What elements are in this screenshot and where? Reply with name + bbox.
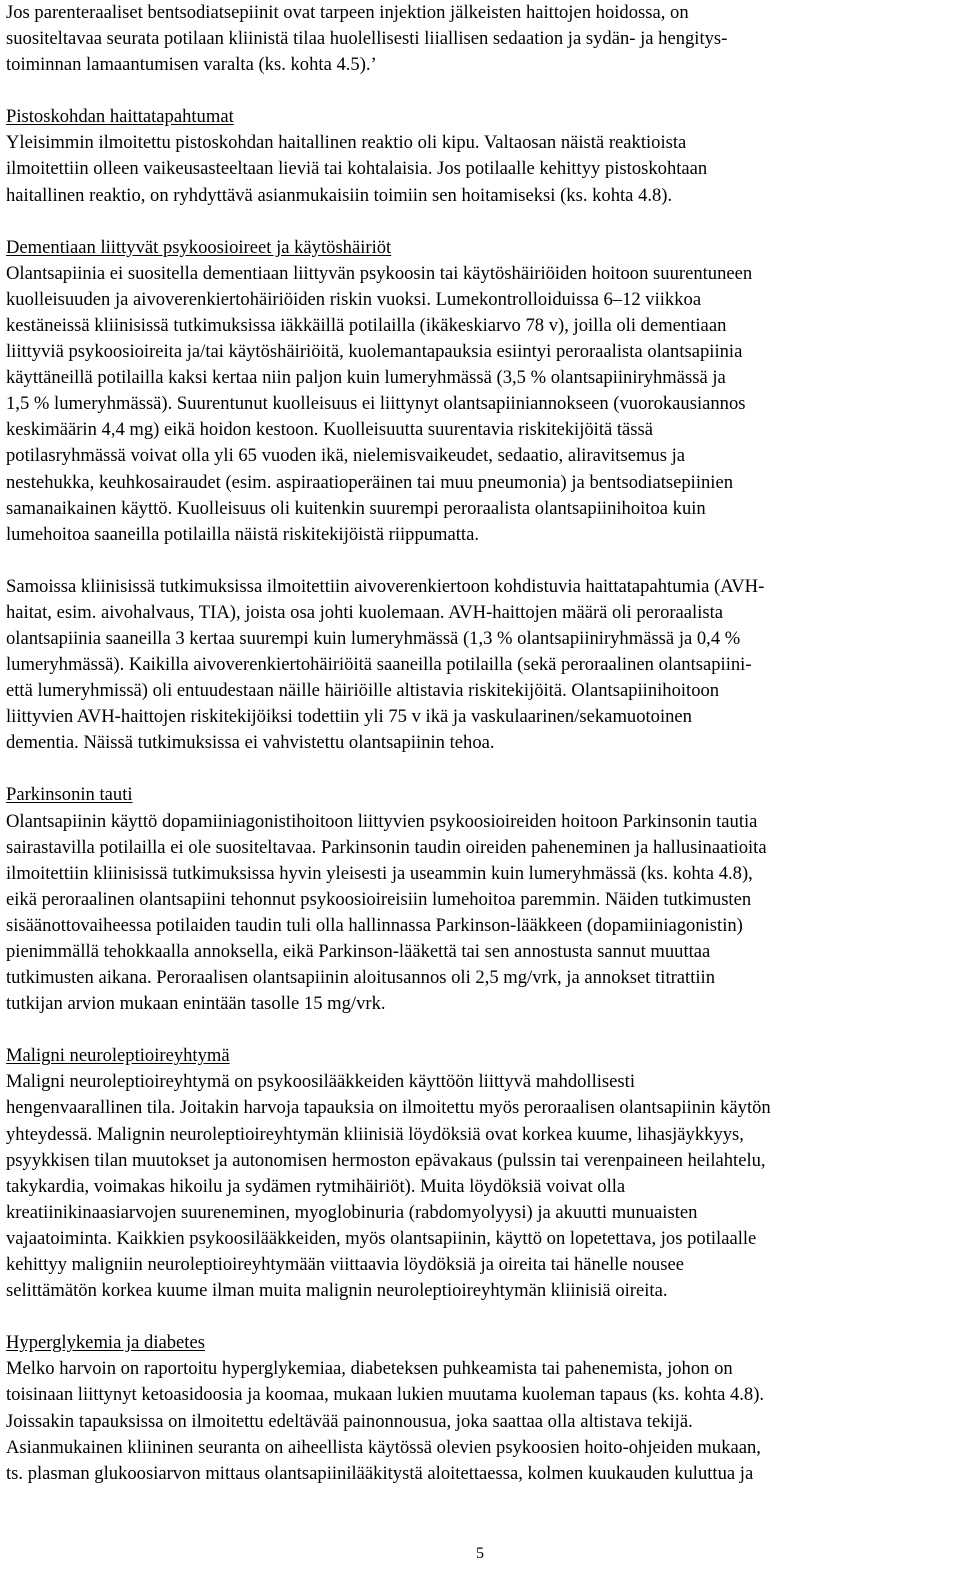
text-line: olantsapiinia saaneilla 3 kertaa suurempi kuin lumeryhmässä (1,3 % olantsapiiniryhmässä ja 0,4 % [6,627,741,649]
text-line: dementia. Näissä tutkimuksissa ei vahvistettu olantsapiinin tehoa. [6,732,495,754]
text-line: yhteydessä. Malignin neuroleptioireyhtymän kliinisiä löydöksiä ovat korkea kuume, lihasjäykkyys, [6,1123,744,1145]
paragraph-gap [6,548,956,574]
text-line: Olantsapiinia ei suositella dementiaan liittyvän psykoosin tai käytöshäiriöiden hoitoon suurentuneen [6,262,753,284]
text-line: kehittyy maligniin neuroleptioireyhtymään viittaavia löydöksiä ja oireita tai hänelle nousee [6,1254,684,1276]
section-heading: Dementiaan liittyvät psykoosioireet ja käytöshäiriöt [6,236,392,258]
text-line: Maligni neuroleptioireyhtymä on psykoosilääkkeiden käyttöön liittyvä mahdollisesti [6,1071,635,1093]
section-body [6,1069,956,1304]
text-line: toiminnan lamaantumisen varalta (ks. kohta 4.5).’ [6,54,377,76]
text-line: lumeryhmässä). Kaikilla aivoverenkiertohäiriöitä saaneilla potilailla (sekä peroraalinen olantsapiini- [6,654,752,676]
body-paragraph [6,574,956,757]
text-line: Melko harvoin on raportoitu hyperglykemiaa, diabeteksen puhkeamista tai pahenemista, johon on [6,1358,733,1380]
text-line: ilmoitettiin kliinisissä tutkimuksissa hyvin yleisesti ja useammin kuin lumeryhmässä (ks. kohta 4.8), [6,862,753,884]
document-page [6,0,956,1487]
section-heading: Maligni neuroleptioireyhtymä [6,1045,230,1067]
text-line: ts. plasman glukoosiarvon mittaus olantsapiinilääkitystä aloitettaessa, kolmen kuukauden kuluttua ja [6,1462,754,1484]
text-line: sairastavilla potilailla ei ole suositeltavaa. Parkinsonin taudin oireiden paheneminen ja hallusinaatioita [6,836,767,858]
text-line: Samoissa kliinisissä tutkimuksissa ilmoitettiin aivoverenkiertoon kohdistuvia haittatapahtumia (AVH- [6,575,765,597]
text-line: haitallinen reaktio, on ryhdyttävä asianmukaisiin toimiin sen hoitamiseksi (ks. kohta 4.8). [6,184,673,206]
text-line: haitat, esim. aivohalvaus, TIA), joista osa johti kuolemaan. AVH-haittojen määrä oli peroraalista [6,601,724,623]
body-paragraph [6,0,956,78]
text-line: toisinaan liittynyt ketoasidoosia ja koomaa, mukaan lukien muutama kuoleman tapaus (ks. kohta 4.8). [6,1384,765,1406]
text-line: Yleisimmin ilmoitettu pistoskohdan haitallinen reaktio oli kipu. Valtaosan näistä reaktioista [6,132,687,154]
text-line: liittyviä psykoosioireita ja/tai käytöshäiriöitä, kuolemantapauksia esiintyi peroraalista olantsapiinia [6,341,743,363]
section-heading: Hyperglykemia ja diabetes [6,1332,205,1354]
text-line: suositeltavaa seurata potilaan kliinistä tilaa huolellisesti liiallisen sedaation ja sydän- ja hengitys- [6,28,728,50]
text-line: kreatiinikinaasiarvojen suureneminen, myoglobinuria (rabdomyolyysi) ja akuutti munuaisten [6,1201,698,1223]
text-line: liittyvien AVH-haittojen riskitekijöiksi todettiin yli 75 v ikä ja vaskulaarinen/sekamuotoinen [6,706,692,728]
text-line: takykardia, voimakas hikoilu ja sydämen rytmihäiriöt). Muita löydöksiä voivat olla [6,1175,626,1197]
text-line: eikä peroraalinen olantsapiini tehonnut psykoosioireisiin lumehoitoa paremmin. Näiden tutkimusten [6,888,752,910]
paragraph-gap [6,1304,956,1330]
paragraph-gap [6,756,956,782]
text-line: potilasryhmässä voivat olla yli 65 vuoden ikä, nielemisvaikeudet, sedaatio, aliravitsemus ja [6,445,686,467]
section-heading: Pistoskohdan haittatapahtumat [6,106,234,128]
paragraph-gap [6,78,956,104]
text-line: kuolleisuuden ja aivoverenkiertohäiriöiden riskin vuoksi. Lumekontrolloiduissa 6–12 viikkoa [6,288,702,310]
text-line: että lumeryhmissä) oli entuudestaan näille häiriöille altistavia riskitekijöitä. Olantsapiinihoitoon [6,680,720,702]
text-line: pienimmällä tehokkaalla annoksella, eikä Parkinson-lääkettä tai sen annostusta sannut muuttaa [6,941,711,962]
text-line: lumehoitoa saaneilla potilailla näistä riskitekijöistä riippumatta. [6,523,479,545]
text-line: selittämätön korkea kuume ilman muita malignin neuroleptioireyhtymän kliinisiä oireita. [6,1280,668,1302]
text-line: sisäänottovaiheessa potilaiden taudin tuli olla hallinnassa Parkinson-lääkkeen (dopamiiniagonistin) [6,914,743,936]
paragraph-gap [6,1017,956,1043]
section-body [6,261,956,548]
text-line: Jos parenteraaliset bentsodiatsepiinit ovat tarpeen injektion jälkeisten haittojen hoidossa, on [6,2,689,23]
text-line: tutkimusten aikana. Peroraalisen olantsapiinin aloitusannos oli 2,5 mg/vrk, ja annokset titrattiin [6,967,716,989]
text-line: 1,5 % lumeryhmässä). Suurentunut kuolleisuus ei liittynyt olantsapiiniannokseen (vuorokausiannos [6,393,746,415]
paragraph-gap [6,209,956,235]
section-body [6,1356,956,1486]
text-line: Olantsapiinin käyttö dopamiiniagonistihoitoon liittyvien psykoosioireiden hoitoon Parkinsonin tautia [6,810,758,832]
text-line: nestehukka, keuhkosairaudet (esim. aspiraatioperäinen tai muu pneumonia) ja bentsodiatsepiinien [6,471,733,493]
text-line: hengenvaarallinen tila. Joitakin harvoja tapauksia on ilmoitettu myös peroraalisen olantsapiinin käytön [6,1097,771,1119]
text-line: tutkijan arvion mukaan enintään tasolle 15 mg/vrk. [6,993,386,1015]
text-line: Joissakin tapauksissa on ilmoitettu edeltävää painonnousua, joka saattaa olla altistava tekijä. [6,1410,693,1432]
page-number: 5 [476,1545,484,1562]
text-line: käyttäneillä potilailla kaksi kertaa niin paljon kuin lumeryhmässä (3,5 % olantsapiiniryhmässä ja [6,367,726,389]
text-line: keskimäärin 4,4 mg) eikä hoidon kestoon. Kuolleisuutta suurentavia riskitekijöitä tässä [6,419,654,441]
text-line: samanaikainen käyttö. Kuolleisuus oli kuitenkin suurempi peroraalista olantsapiinihoitoa kuin [6,497,706,519]
text-line: psyykkisen tilan muutokset ja autonomisen hermoston epävakaus (pulssin tai verenpaineen heilahtelu, [6,1149,766,1171]
text-line: kestäneissä kliinisissä tutkimuksissa iäkkäillä potilailla (ikäkeskiarvo 78 v), joilla oli dementiaan [6,314,727,336]
section-body [6,130,956,208]
section-body [6,809,956,1018]
text-line: vajaatoiminta. Kaikkien psykoosilääkkeiden, myös olantsapiinin, käyttö on lopetettava, jos potilaalle [6,1227,757,1249]
text-line: ilmoitettiin olleen vaikeusasteeltaan lieviä tai kohtalaisia. Jos potilaalle kehittyy pistoskohtaan [6,158,708,180]
section-heading: Parkinsonin tauti [6,784,133,806]
text-line: Asianmukainen kliininen seuranta on aiheellista käytössä olevien psykoosien hoito-ohjeiden mukaan, [6,1436,761,1458]
